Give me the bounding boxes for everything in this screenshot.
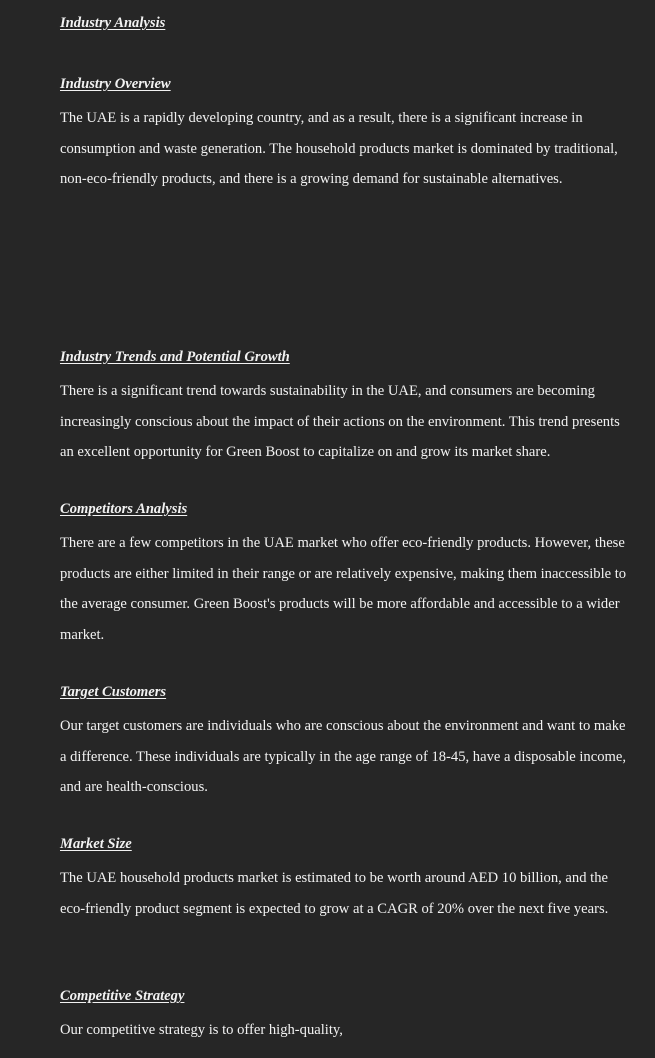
section-body: The UAE is a rapidly developing country, and as a result, there is a significant increase in consumption and waste generation. The household products market is dominated by traditional, non-eco-friendly products, and there is a growing demand for sustainable alternatives. (60, 110, 618, 187)
document-title: Industry Analysis (60, 15, 166, 31)
section-heading: Competitors Analysis (60, 501, 188, 517)
section-body: Our competitive strategy is to offer high-quality, (60, 1022, 343, 1038)
section-market-size (60, 833, 635, 924)
section-heading: Target Customers (60, 684, 167, 700)
section-industry-overview (60, 73, 635, 195)
section-competitive-strategy (60, 985, 635, 1046)
section-body: There is a significant trend towards sustainability in the UAE, and consumers are becoming increasingly conscious about the impact of their actions on the environment. This trend presents an excellent opportunity for Green Boost to capitalize on and grow its market share. (60, 383, 620, 460)
section-target-customers (60, 681, 635, 803)
section-heading: Market Size (60, 836, 132, 852)
section-industry-trends (60, 346, 635, 468)
title-section (60, 12, 635, 34)
section-body: Our target customers are individuals who are conscious about the environment and want to make a difference. These individuals are typically in the age range of 18-45, have a disposable income, and are health-conscious. (60, 718, 626, 795)
section-heading: Competitive Strategy (60, 988, 185, 1004)
section-heading: Industry Trends and Potential Growth (60, 349, 290, 365)
section-heading: Industry Overview (60, 76, 171, 92)
section-competitors-analysis (60, 498, 635, 650)
section-body: The UAE household products market is estimated to be worth around AED 10 billion, and the eco-friendly product segment is expected to grow at a CAGR of 20% over the next five years. (60, 870, 609, 917)
section-body: There are a few competitors in the UAE market who offer eco-friendly products. However, these products are either limited in their range or are relatively expensive, making them inaccessible to the average consumer. Green Boost's products will be more affordable and accessible to a wider market. (60, 535, 627, 643)
